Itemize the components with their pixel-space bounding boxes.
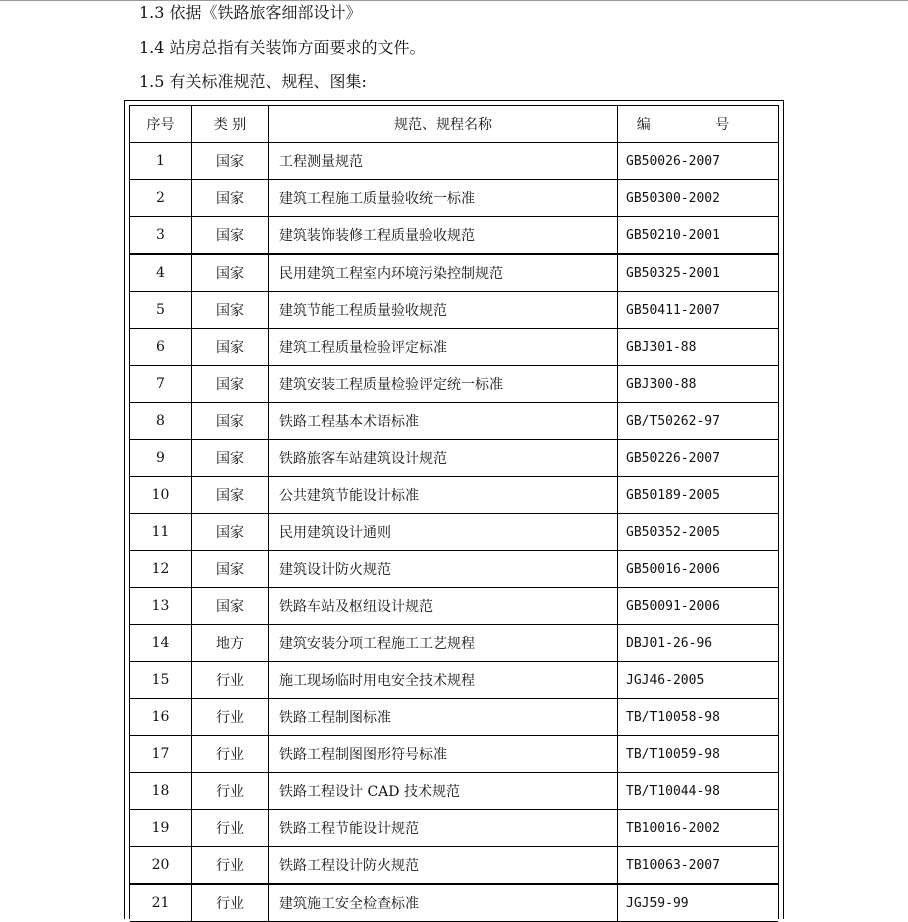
row-code: JGJ59-99 <box>618 884 779 922</box>
row-no: 20 <box>130 847 192 885</box>
row-name: 铁路工程设计防火规范 <box>269 847 618 885</box>
row-code: GB50300-2002 <box>618 180 779 217</box>
row-category: 行业 <box>192 847 269 885</box>
paragraph-1-3: 1.3 依据《铁路旅客细部设计》 <box>139 3 362 22</box>
row-category: 国家 <box>192 366 269 403</box>
row-no: 2 <box>130 180 192 217</box>
row-name: 民用建筑设计通则 <box>269 514 618 551</box>
row-name: 民用建筑工程室内环境污染控制规范 <box>269 254 618 292</box>
row-category: 行业 <box>192 810 269 847</box>
row-no: 17 <box>130 736 192 773</box>
table-row <box>130 292 778 329</box>
row-name: 建筑工程质量检验评定标准 <box>269 329 618 366</box>
row-category: 国家 <box>192 143 269 180</box>
row-no: 21 <box>130 884 192 922</box>
row-name: 铁路工程设计 CAD 技术规范 <box>269 773 618 810</box>
paragraph-1-5: 1.5 有关标准规范、规程、图集: <box>139 72 367 91</box>
row-code: GB50016-2006 <box>618 551 779 588</box>
row-category: 国家 <box>192 514 269 551</box>
row-no: 1 <box>130 143 192 180</box>
row-no: 12 <box>130 551 192 588</box>
row-category: 行业 <box>192 736 269 773</box>
row-code: GB/T50262-97 <box>618 403 779 440</box>
row-no: 11 <box>130 514 192 551</box>
row-no: 8 <box>130 403 192 440</box>
header-name: 规范、规程名称 <box>269 106 618 143</box>
table-row <box>130 403 778 440</box>
row-no: 15 <box>130 662 192 699</box>
row-no: 4 <box>130 254 192 292</box>
header-no: 序号 <box>130 106 192 143</box>
table-row <box>130 699 778 736</box>
row-code: GB50226-2007 <box>618 440 779 477</box>
table-row <box>130 254 778 292</box>
row-code: GB50091-2006 <box>618 588 779 625</box>
row-code: TB10016-2002 <box>618 810 779 847</box>
row-category: 行业 <box>192 773 269 810</box>
row-no: 7 <box>130 366 192 403</box>
row-no: 10 <box>130 477 192 514</box>
row-no: 16 <box>130 699 192 736</box>
row-name: 建筑安装分项工程施工工艺规程 <box>269 625 618 662</box>
table-row <box>130 180 778 217</box>
row-category: 国家 <box>192 329 269 366</box>
row-code: GBJ301-88 <box>618 329 779 366</box>
row-category: 国家 <box>192 254 269 292</box>
table-row <box>130 736 778 773</box>
row-name: 工程测量规范 <box>269 143 618 180</box>
row-name: 建筑设计防火规范 <box>269 551 618 588</box>
row-code: GB50411-2007 <box>618 292 779 329</box>
table-row <box>130 440 778 477</box>
table-row <box>130 810 778 847</box>
row-name: 铁路工程基本术语标准 <box>269 403 618 440</box>
row-code: TB/T10059-98 <box>618 736 779 773</box>
row-category: 行业 <box>192 662 269 699</box>
row-no: 3 <box>130 217 192 255</box>
row-name: 建筑施工安全检查标准 <box>269 884 618 922</box>
row-category: 国家 <box>192 180 269 217</box>
row-code: GB50210-2001 <box>618 217 779 255</box>
table-row <box>130 329 778 366</box>
row-code: GB50352-2005 <box>618 514 779 551</box>
row-no: 19 <box>130 810 192 847</box>
row-name: 铁路旅客车站建筑设计规范 <box>269 440 618 477</box>
standards-table-inner <box>129 105 779 919</box>
header-category: 类 别 <box>192 106 269 143</box>
row-code: GBJ300-88 <box>618 366 779 403</box>
row-no: 9 <box>130 440 192 477</box>
table-row <box>130 551 778 588</box>
table-row <box>130 662 778 699</box>
table-row <box>130 773 778 810</box>
row-category: 国家 <box>192 588 269 625</box>
table-row <box>130 884 778 922</box>
table-header-row <box>130 106 778 143</box>
table-row <box>130 477 778 514</box>
row-category: 地方 <box>192 625 269 662</box>
row-code: TB10063-2007 <box>618 847 779 885</box>
row-code: TB/T10058-98 <box>618 699 779 736</box>
row-category: 国家 <box>192 403 269 440</box>
table-row <box>130 847 778 885</box>
row-name: 建筑工程施工质量验收统一标准 <box>269 180 618 217</box>
row-no: 18 <box>130 773 192 810</box>
row-name: 建筑装饰装修工程质量验收规范 <box>269 217 618 255</box>
row-category: 行业 <box>192 699 269 736</box>
paragraph-1-4: 1.4 站房总指有关装饰方面要求的文件。 <box>139 38 426 57</box>
row-name: 铁路工程制图标准 <box>269 699 618 736</box>
standards-table-frame <box>124 100 784 919</box>
row-name: 铁路工程制图图形符号标准 <box>269 736 618 773</box>
row-name: 施工现场临时用电安全技术规程 <box>269 662 618 699</box>
table-row <box>130 625 778 662</box>
table-row <box>130 588 778 625</box>
row-name: 铁路车站及枢纽设计规范 <box>269 588 618 625</box>
row-no: 6 <box>130 329 192 366</box>
row-code: TB/T10044-98 <box>618 773 779 810</box>
table-row <box>130 514 778 551</box>
row-code: DBJ01-26-96 <box>618 625 779 662</box>
row-code: GB50325-2001 <box>618 254 779 292</box>
row-code: GB50026-2007 <box>618 143 779 180</box>
row-name: 建筑节能工程质量验收规范 <box>269 292 618 329</box>
row-no: 13 <box>130 588 192 625</box>
row-category: 国家 <box>192 551 269 588</box>
row-category: 国家 <box>192 217 269 255</box>
row-category: 行业 <box>192 884 269 922</box>
row-category: 国家 <box>192 292 269 329</box>
table-row <box>130 143 778 180</box>
page-top-rule <box>0 0 908 1</box>
table-row <box>130 217 778 255</box>
row-name: 建筑安装工程质量检验评定统一标准 <box>269 366 618 403</box>
row-category: 国家 <box>192 440 269 477</box>
row-code: JGJ46-2005 <box>618 662 779 699</box>
row-name: 公共建筑节能设计标准 <box>269 477 618 514</box>
header-code: 编 号 <box>618 106 779 143</box>
row-no: 14 <box>130 625 192 662</box>
row-name: 铁路工程节能设计规范 <box>269 810 618 847</box>
standards-table <box>130 106 778 922</box>
table-row <box>130 366 778 403</box>
row-no: 5 <box>130 292 192 329</box>
row-code: GB50189-2005 <box>618 477 779 514</box>
row-category: 国家 <box>192 477 269 514</box>
